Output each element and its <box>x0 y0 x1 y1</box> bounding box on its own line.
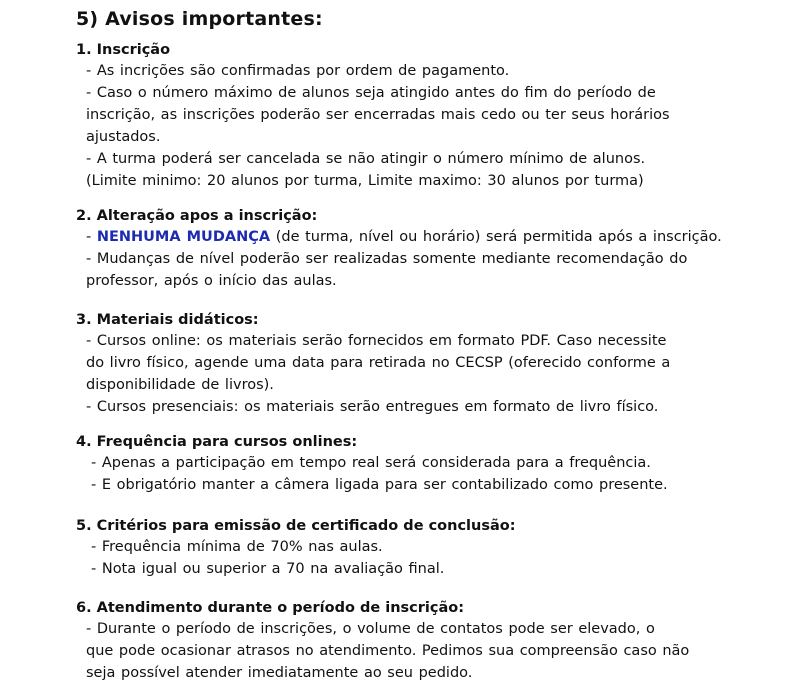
section-materiais <box>76 310 726 418</box>
section-inscricao <box>76 40 726 192</box>
text-line: - Nota igual ou superior a 70 na avaliação final. <box>91 561 445 577</box>
text-line: que pode ocasionar atrasos no atendimento. Pedimos sua compreensão caso não <box>86 643 690 659</box>
text-line: - Cursos online: os materiais serão fornecidos em formato PDF. Caso necessite <box>86 333 667 349</box>
text-line: inscrição, as inscrições poderão ser encerradas mais cedo ou ter seus horários <box>86 107 670 123</box>
text-line: ajustados. <box>86 129 161 145</box>
line-prefix: - <box>86 229 97 245</box>
text-line: - E obrigatório manter a câmera ligada para ser contabilizado como presente. <box>91 477 668 493</box>
section-criterios <box>76 516 726 580</box>
section-atendimento <box>76 598 726 684</box>
text-line: - Apenas a participação em tempo real será considerada para a frequência. <box>91 455 651 471</box>
text-line: - As incrições são confirmadas por ordem de pagamento. <box>86 63 510 79</box>
section-frequencia <box>76 432 726 496</box>
section-title: 6. Atendimento durante o período de inscrição: <box>76 600 465 616</box>
text-line: - Frequência mínima de 70% nas aulas. <box>91 539 383 555</box>
text-line: (Limite minimo: 20 alunos por turma, Limite maximo: 30 alunos por turma) <box>86 173 644 189</box>
line-rest: (de turma, nível ou horário) será permitida após a inscrição. <box>270 229 722 245</box>
text-line: professor, após o início das aulas. <box>86 273 337 289</box>
section-title: 4. Frequência para cursos onlines: <box>76 434 358 450</box>
text-line: - A turma poderá ser cancelada se não atingir o número mínimo de alunos. <box>86 151 646 167</box>
section-title: 1. Inscrição <box>76 42 171 58</box>
section-title: 2. Alteração apos a inscrição: <box>76 208 318 224</box>
section-title: 3. Materiais didáticos: <box>76 312 259 328</box>
highlight-text: NENHUMA MUDANÇA <box>96 229 271 245</box>
text-line: - Cursos presenciais: os materiais serão entregues em formato de livro físico. <box>86 399 659 415</box>
section-title: 5. Critérios para emissão de certificado de conclusão: <box>76 518 516 534</box>
text-line: - Mudanças de nível poderão ser realizadas somente mediante recomendação do <box>86 251 688 267</box>
text-line: do livro físico, agende uma data para retirada no CECSP (oferecido conforme a <box>86 355 671 371</box>
text-line: - Caso o número máximo de alunos seja atingido antes do fim do período de <box>86 85 656 101</box>
text-line: - Durante o período de inscrições, o volume de contatos pode ser elevado, o <box>86 621 655 637</box>
page-title: 5) Avisos importantes: <box>76 8 323 30</box>
text-line <box>76 226 726 248</box>
section-alteracao <box>76 206 726 292</box>
text-line: seja possível atender imediatamente ao seu pedido. <box>86 665 473 681</box>
text-line: disponibilidade de livros). <box>86 377 274 393</box>
